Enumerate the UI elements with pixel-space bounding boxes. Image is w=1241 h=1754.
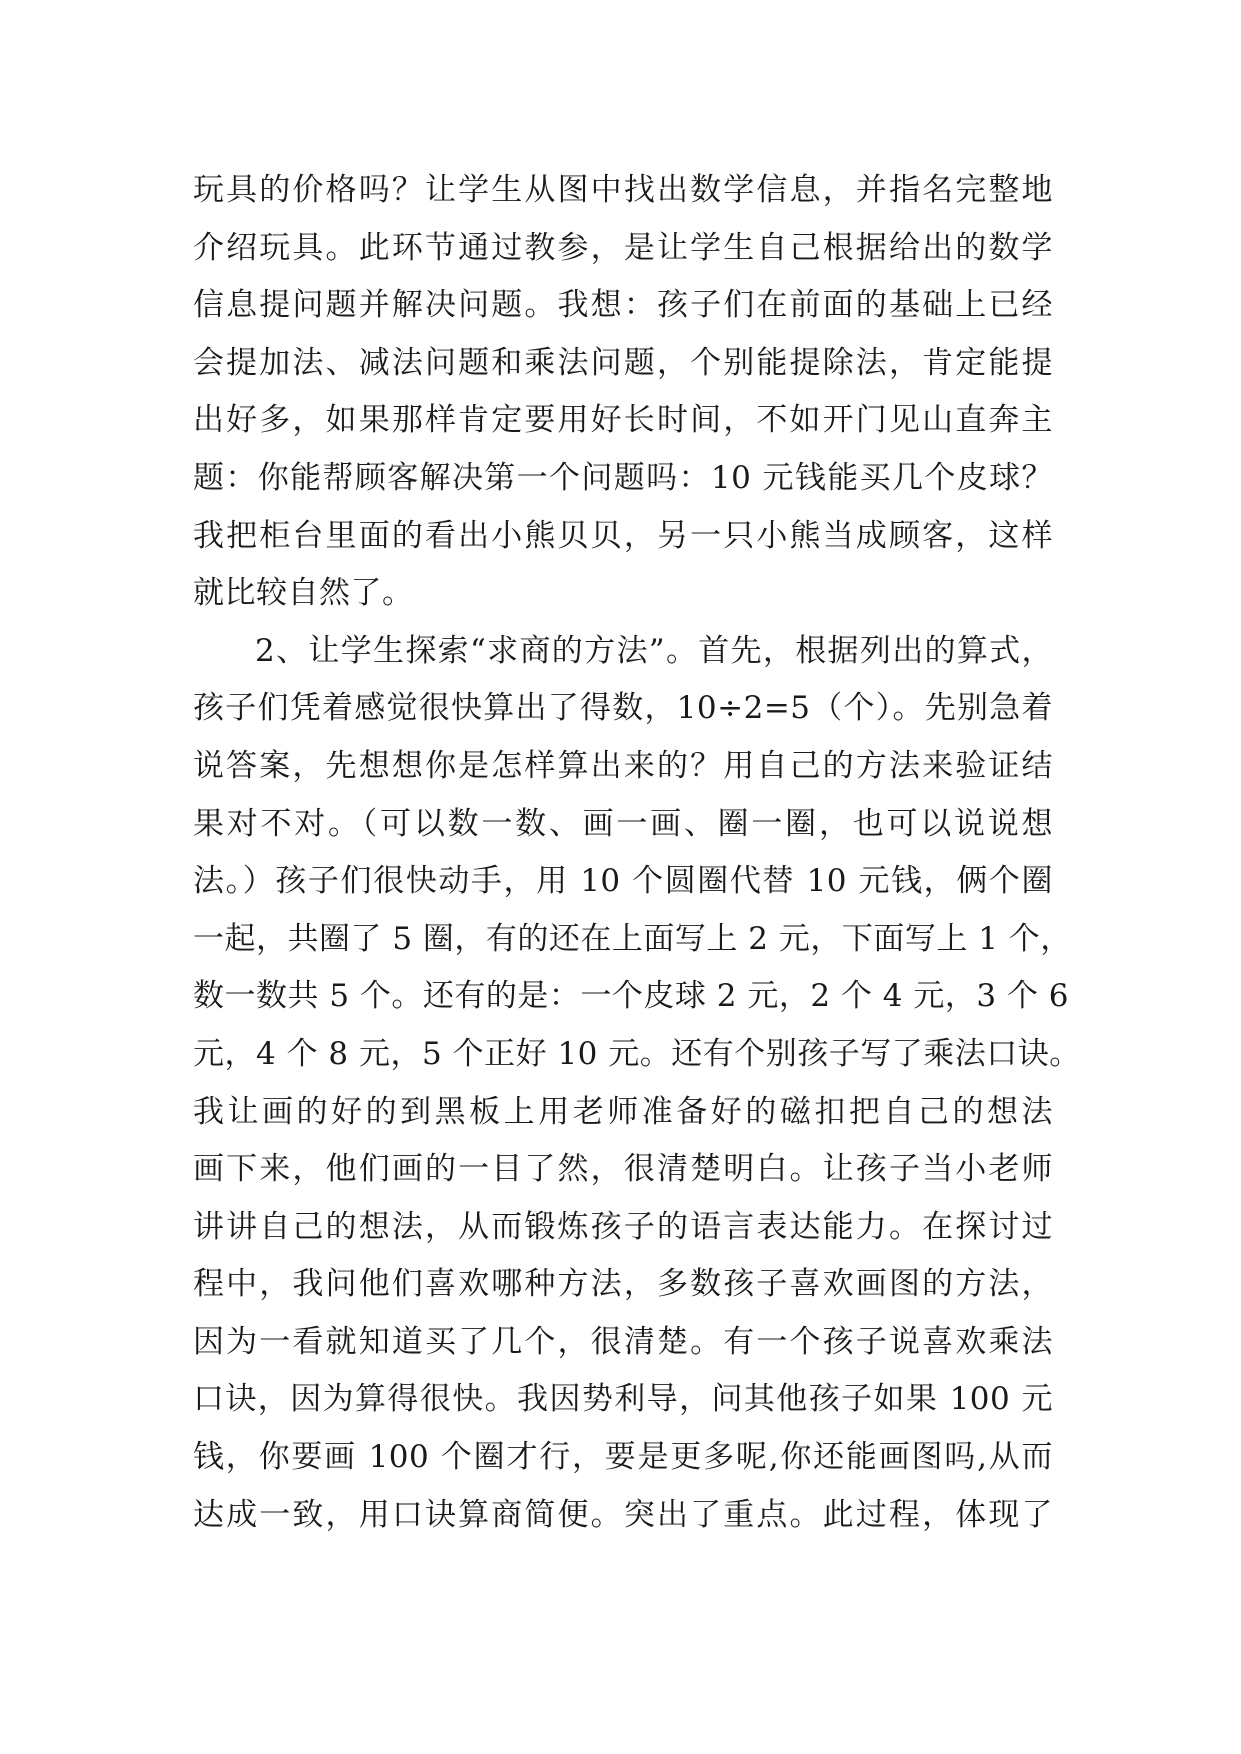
text-line: 因为一看就知道买了几个，很清楚。有一个孩子说喜欢乘法 (193, 1323, 1053, 1360)
text-line: 介绍玩具。此环节通过教参，是让学生自己根据给出的数学 (193, 229, 1053, 266)
text-line: 说答案，先想想你是怎样算出来的？用自己的方法来验证结 (193, 747, 1053, 784)
text-line: 讲讲自己的想法，从而锻炼孩子的语言表达能力。在探讨过 (193, 1208, 1053, 1245)
text-line: 数一数共 5 个。还有的是：一个皮球 2 元，2 个 4 元，3 个 6 (193, 978, 1070, 1015)
text-line: 钱，你要画 100 个圈才行，要是更多呢,你还能画图吗,从而 (193, 1439, 1053, 1476)
text-line: 一起，共圈了 5 圈，有的还在上面写上 2 元，下面写上 1 个， (193, 920, 1072, 957)
paragraph-first-line: 2、让学生探索“求商的方法”。首先，根据列出的算式， (255, 632, 1053, 669)
text-line: 信息提问题并解决问题。我想：孩子们在前面的基础上已经 (193, 287, 1053, 324)
text-line: 程中，我问他们喜欢哪种方法，多数孩子喜欢画图的方法， (193, 1266, 1053, 1303)
text-line: 果对不对。（可以数一数、画一画、圈一圈，也可以说说想 (193, 805, 1053, 842)
text-line: 玩具的价格吗？让学生从图中找出数学信息，并指名完整地 (193, 172, 1053, 208)
text-line: 口诀，因为算得很快。我因势利导，问其他孩子如果 100 元 (193, 1381, 1053, 1418)
text-line: 出好多，如果那样肯定要用好长时间，不如开门见山直奔主 (193, 402, 1053, 439)
text-line: 达成一致，用口诀算商简便。突出了重点。此过程，体现了 (193, 1496, 1053, 1533)
text-line: 我让画的好的到黑板上用老师准备好的磁扣把自己的想法 (193, 1093, 1053, 1130)
text-line: 会提加法、减法问题和乘法问题，个别能提除法，肯定能提 (193, 344, 1053, 381)
text-line: 就比较自然了。 (193, 575, 414, 612)
text-line: 题：你能帮顾客解决第一个问题吗：10 元钱能买几个皮球？ (193, 459, 1053, 496)
text-line: 元，4 个 8 元，5 个正好 10 元。还有个别孩子写了乘法口诀。 (193, 1035, 1081, 1072)
text-line: 我把柜台里面的看出小熊贝贝，另一只小熊当成顾客，这样 (193, 517, 1053, 554)
body-text (193, 162, 1081, 1544)
text-line: 孩子们凭着感觉很快算出了得数，10÷2=5（个）。先别急着 (193, 690, 1053, 727)
text-line: 画下来，他们画的一目了然，很清楚明白。让孩子当小老师 (193, 1151, 1053, 1188)
text-line: 法。）孩子们很快动手，用 10 个圆圈代替 10 元钱，俩个圈 (193, 863, 1053, 900)
